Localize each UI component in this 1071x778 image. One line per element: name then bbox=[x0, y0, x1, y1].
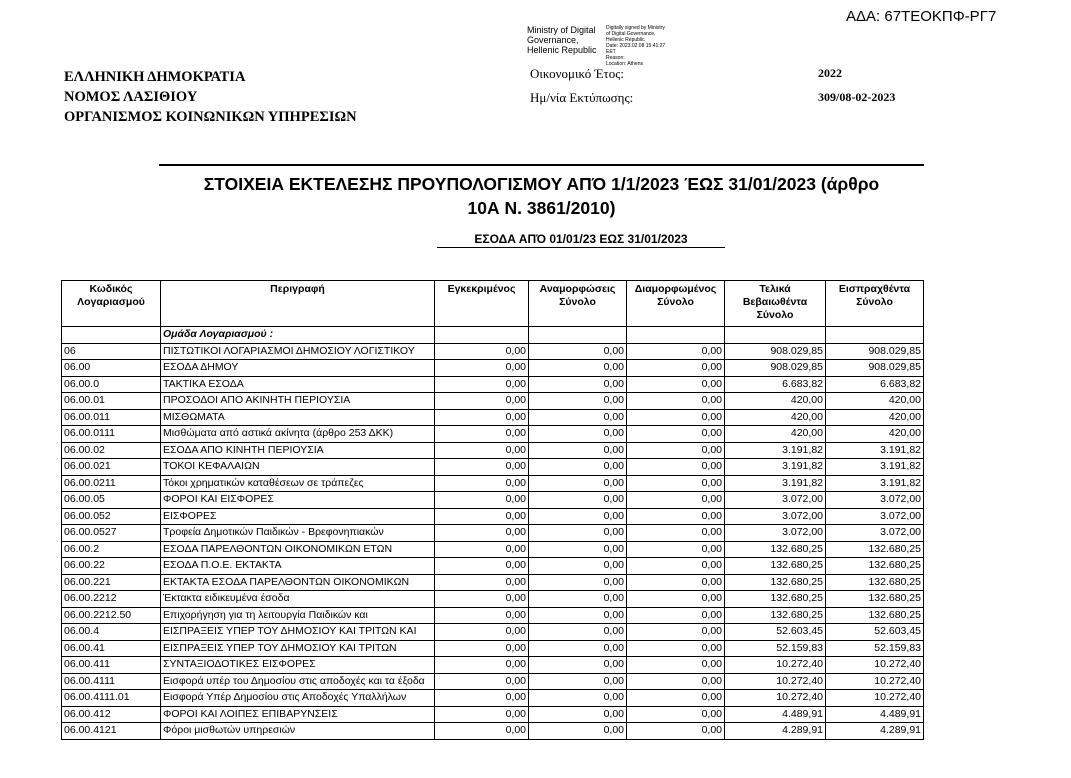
cell-collected: 3.191,82 bbox=[826, 442, 924, 459]
cell-description: ΕΙΣΠΡΑΞΕΙΣ ΥΠΕΡ ΤΟΥ ΔΗΜΟΣΙΟΥ ΚΑΙ ΤΡΙΤΩΝ bbox=[161, 640, 435, 657]
cell-collected: 3.072,00 bbox=[826, 508, 924, 525]
cell-code: 06.00.412 bbox=[62, 706, 161, 723]
org-line-republic: ΕΛΛΗΝΙΚΗ ΔΗΜΟΚΡΑΤΙΑ bbox=[64, 69, 246, 85]
cell-collected: 4.489,91 bbox=[826, 706, 924, 723]
table-row bbox=[62, 442, 924, 459]
cell-certified: 908.029,85 bbox=[725, 343, 826, 360]
cell-adjustments: 0,00 bbox=[529, 574, 627, 591]
cell-formed: 0,00 bbox=[627, 376, 725, 393]
cell-approved: 0,00 bbox=[435, 706, 529, 723]
fiscal-year-value: 2022 bbox=[818, 66, 842, 80]
table-row bbox=[62, 591, 924, 608]
cell-certified: 10.272,40 bbox=[725, 657, 826, 674]
cell-collected: 52.159,83 bbox=[826, 640, 924, 657]
cell-collected: 3.072,00 bbox=[826, 492, 924, 509]
cell-certified: 3.191,82 bbox=[725, 442, 826, 459]
cell-description: ΕΣΟΔΑ ΠΑΡΕΛΘΟΝΤΩΝ ΟΙΚΟΝΟΜΙΚΩΝ ΕΤΩΝ bbox=[161, 541, 435, 558]
cell-approved: 0,00 bbox=[435, 607, 529, 624]
header-adjustments: Αναμορφώσεις Σύνολο bbox=[529, 281, 627, 327]
cell-adjustments: 0,00 bbox=[529, 558, 627, 575]
signature-issuer-line: Ministry of Digital bbox=[527, 25, 596, 35]
cell-formed: 0,00 bbox=[627, 459, 725, 476]
cell-approved: 0,00 bbox=[435, 393, 529, 410]
cell-description: Επιχορήγηση για τη λειτουργία Παιδικών και bbox=[161, 607, 435, 624]
cell-formed: 0,00 bbox=[627, 442, 725, 459]
revenue-table bbox=[61, 280, 924, 740]
signature-detail-line: of Digital Governance, bbox=[606, 31, 656, 37]
cell-collected: 10.272,40 bbox=[826, 690, 924, 707]
cell-description: ΕΣΟΔΑ ΔΗΜΟΥ bbox=[161, 360, 435, 377]
cell-code: 06.00.0111 bbox=[62, 426, 161, 443]
cell-formed: 0,00 bbox=[627, 541, 725, 558]
cell-code: 06.00.2 bbox=[62, 541, 161, 558]
cell-description: ΦΟΡΟΙ ΚΑΙ ΕΙΣΦΟΡΕΣ bbox=[161, 492, 435, 509]
report-title-line: 10Α Ν. 3861/2010) bbox=[467, 198, 616, 218]
cell-certified: 420,00 bbox=[725, 393, 826, 410]
cell-formed: 0,00 bbox=[627, 706, 725, 723]
ada-code: ΑΔΑ: 67ΤΕΟΚΠΦ-ΡΓ7 bbox=[846, 8, 997, 25]
cell-code: 06.00.011 bbox=[62, 409, 161, 426]
cell-adjustments: 0,00 bbox=[529, 492, 627, 509]
org-line-organization: ΟΡΓΑΝΙΣΜΟΣ ΚΟΙΝΩΝΙΚΩΝ ΥΠΗΡΕΣΙΩΝ bbox=[64, 109, 357, 125]
cell-certified: 10.272,40 bbox=[725, 673, 826, 690]
table-row bbox=[62, 459, 924, 476]
cell-certified: 132.680,25 bbox=[725, 607, 826, 624]
cell-approved: 0,00 bbox=[435, 442, 529, 459]
cell-formed: 0,00 bbox=[627, 492, 725, 509]
cell-certified: 3.191,82 bbox=[725, 459, 826, 476]
cell-description: ΕΙΣΦΟΡΕΣ bbox=[161, 508, 435, 525]
table-row bbox=[62, 640, 924, 657]
cell-description: Τόκοι χρηματικών καταθέσεων σε τράπεζες bbox=[161, 475, 435, 492]
cell-adjustments: 0,00 bbox=[529, 591, 627, 608]
cell-formed: 0,00 bbox=[627, 574, 725, 591]
cell-description: ΠΡΟΣΟΔΟΙ ΑΠΟ ΑΚΙΝΗΤΗ ΠΕΡΙΟΥΣΙΑ bbox=[161, 393, 435, 410]
header-code: Κωδικός Λογαριασμού bbox=[62, 281, 161, 327]
title-rule bbox=[159, 164, 924, 166]
header-approved: Εγκεκριμένος bbox=[435, 281, 529, 327]
cell-approved: 0,00 bbox=[435, 343, 529, 360]
cell-approved: 0,00 bbox=[435, 624, 529, 641]
cell-collected: 420,00 bbox=[826, 409, 924, 426]
cell-code: 06.00.0211 bbox=[62, 475, 161, 492]
cell-certified: 132.680,25 bbox=[725, 591, 826, 608]
cell-description: ΕΚΤΑΚΤΑ ΕΣΟΔΑ ΠΑΡΕΛΘΟΝΤΩΝ ΟΙΚΟΝΟΜΙΚΩΝ bbox=[161, 574, 435, 591]
signature-issuer-line: Hellenic Republic bbox=[527, 45, 597, 55]
cell-formed: 0,00 bbox=[627, 657, 725, 674]
cell-collected: 420,00 bbox=[826, 393, 924, 410]
signature-detail-line: Location: Athens bbox=[606, 61, 643, 67]
signature-issuer bbox=[527, 25, 607, 55]
cell-approved: 0,00 bbox=[435, 723, 529, 740]
cell-certified: 908.029,85 bbox=[725, 360, 826, 377]
cell-code: 06.00.0 bbox=[62, 376, 161, 393]
cell-code: 06.00.0527 bbox=[62, 525, 161, 542]
cell-adjustments: 0,00 bbox=[529, 376, 627, 393]
table-row bbox=[62, 657, 924, 674]
cell-collected: 420,00 bbox=[826, 426, 924, 443]
cell-code: 06.00.2212.50 bbox=[62, 607, 161, 624]
cell-collected: 132.680,25 bbox=[826, 607, 924, 624]
cell-adjustments: 0,00 bbox=[529, 723, 627, 740]
cell-code: 06.00.01 bbox=[62, 393, 161, 410]
table-row bbox=[62, 706, 924, 723]
cell-adjustments: 0,00 bbox=[529, 360, 627, 377]
cell-adjustments: 0,00 bbox=[529, 673, 627, 690]
header-collected: Εισπραχθέντα Σύνολο bbox=[826, 281, 924, 327]
cell-adjustments: 0,00 bbox=[529, 508, 627, 525]
cell-description: Φόροι μισθωτών υπηρεσιών bbox=[161, 723, 435, 740]
cell-collected: 3.191,82 bbox=[826, 475, 924, 492]
table-row bbox=[62, 475, 924, 492]
cell-formed: 0,00 bbox=[627, 624, 725, 641]
cell-collected: 10.272,40 bbox=[826, 673, 924, 690]
cell-code: 06.00 bbox=[62, 360, 161, 377]
cell-code: 06.00.4121 bbox=[62, 723, 161, 740]
cell-certified: 132.680,25 bbox=[725, 574, 826, 591]
cell-description: Μισθώματα από αστικά ακίνητα (άρθρο 253 ΔΚΚ) bbox=[161, 426, 435, 443]
cell-description: Έκτακτα ειδικευμένα έσοδα bbox=[161, 591, 435, 608]
cell-formed: 0,00 bbox=[627, 475, 725, 492]
cell-approved: 0,00 bbox=[435, 508, 529, 525]
table-row bbox=[62, 393, 924, 410]
cell-certified: 4.489,91 bbox=[725, 706, 826, 723]
signature-details bbox=[606, 25, 701, 67]
cell-certified: 132.680,25 bbox=[725, 558, 826, 575]
cell-collected: 10.272,40 bbox=[826, 657, 924, 674]
cell-collected: 908.029,85 bbox=[826, 343, 924, 360]
cell-certified: 4.289,91 bbox=[725, 723, 826, 740]
table-row bbox=[62, 492, 924, 509]
print-date-value: 309/08-02-2023 bbox=[818, 90, 896, 104]
table-row bbox=[62, 690, 924, 707]
cell-formed: 0,00 bbox=[627, 723, 725, 740]
header-description: Περιγραφή bbox=[161, 281, 435, 327]
cell-approved: 0,00 bbox=[435, 459, 529, 476]
table-row bbox=[62, 574, 924, 591]
cell-description: ΜΙΣΘΩΜΑΤΑ bbox=[161, 409, 435, 426]
cell-certified: 420,00 bbox=[725, 409, 826, 426]
table-row bbox=[62, 541, 924, 558]
table-row bbox=[62, 723, 924, 740]
cell-code: 06.00.02 bbox=[62, 442, 161, 459]
cell-adjustments: 0,00 bbox=[529, 409, 627, 426]
cell-code: 06.00.41 bbox=[62, 640, 161, 657]
cell-code: 06.00.2212 bbox=[62, 591, 161, 608]
table-row bbox=[62, 558, 924, 575]
cell-code: 06 bbox=[62, 343, 161, 360]
table-row bbox=[62, 607, 924, 624]
cell-certified: 52.603,45 bbox=[725, 624, 826, 641]
cell-certified: 10.272,40 bbox=[725, 690, 826, 707]
cell-description: Εισφορά Υπέρ Δημοσίου στις Αποδοχές Υπαλλήλων bbox=[161, 690, 435, 707]
cell-collected: 132.680,25 bbox=[826, 558, 924, 575]
table-row bbox=[62, 673, 924, 690]
signature-issuer-line: Governance, bbox=[527, 35, 579, 45]
cell-approved: 0,00 bbox=[435, 525, 529, 542]
cell-collected: 52.603,45 bbox=[826, 624, 924, 641]
cell-approved: 0,00 bbox=[435, 591, 529, 608]
table-row bbox=[62, 426, 924, 443]
cell-description: ΣΥΝΤΑΞΙΟΔΟΤΙΚΕΣ ΕΙΣΦΟΡΕΣ bbox=[161, 657, 435, 674]
cell-code: 06.00.021 bbox=[62, 459, 161, 476]
cell-collected: 3.191,82 bbox=[826, 459, 924, 476]
cell-adjustments: 0,00 bbox=[529, 640, 627, 657]
cell-certified: 3.191,82 bbox=[725, 475, 826, 492]
cell-approved: 0,00 bbox=[435, 657, 529, 674]
cell-description: ΤΑΚΤΙΚΑ ΕΣΟΔΑ bbox=[161, 376, 435, 393]
report-subtitle: ΕΣΟΔΑ ΑΠΌ 01/01/23 ΕΩΣ 31/01/2023 bbox=[437, 232, 725, 248]
cell-description: ΦΟΡΟΙ ΚΑΙ ΛΟΙΠΕΣ ΕΠΙΒΑΡΥΝΣΕΙΣ bbox=[161, 706, 435, 723]
cell-adjustments: 0,00 bbox=[529, 607, 627, 624]
signature-detail-line: Digitally signed by Ministry bbox=[606, 25, 665, 31]
cell-approved: 0,00 bbox=[435, 673, 529, 690]
cell-description: Τροφεία Δημοτικών Παιδικών - Βρεφονηπιακών bbox=[161, 525, 435, 542]
cell-formed: 0,00 bbox=[627, 343, 725, 360]
cell-formed: 0,00 bbox=[627, 640, 725, 657]
cell-description: ΤΟΚΟΙ ΚΕΦΑΛΑΙΩΝ bbox=[161, 459, 435, 476]
signature-detail-line: Date: 2023.02.08 15:41:27 bbox=[606, 43, 666, 49]
cell-certified: 3.072,00 bbox=[725, 525, 826, 542]
cell-approved: 0,00 bbox=[435, 690, 529, 707]
cell-approved: 0,00 bbox=[435, 640, 529, 657]
header-certified: Τελικά Βεβαιωθέντα Σύνολο bbox=[725, 281, 826, 327]
cell-collected: 908.029,85 bbox=[826, 360, 924, 377]
table-row bbox=[62, 525, 924, 542]
cell-collected: 6.683,82 bbox=[826, 376, 924, 393]
cell-adjustments: 0,00 bbox=[529, 541, 627, 558]
cell-adjustments: 0,00 bbox=[529, 475, 627, 492]
account-group-row bbox=[62, 327, 924, 344]
cell-formed: 0,00 bbox=[627, 591, 725, 608]
cell-code: 06.00.4 bbox=[62, 624, 161, 641]
organization-header bbox=[64, 67, 357, 127]
cell-adjustments: 0,00 bbox=[529, 624, 627, 641]
cell-approved: 0,00 bbox=[435, 426, 529, 443]
cell-adjustments: 0,00 bbox=[529, 706, 627, 723]
table-row bbox=[62, 409, 924, 426]
signature-detail-line: Hellenic Republic bbox=[606, 37, 645, 43]
table-row bbox=[62, 360, 924, 377]
cell-approved: 0,00 bbox=[435, 541, 529, 558]
cell-certified: 3.072,00 bbox=[725, 508, 826, 525]
cell-collected: 132.680,25 bbox=[826, 574, 924, 591]
cell-formed: 0,00 bbox=[627, 607, 725, 624]
cell-adjustments: 0,00 bbox=[529, 442, 627, 459]
cell-collected: 4.289,91 bbox=[826, 723, 924, 740]
signature-detail-line: Reason: bbox=[606, 55, 625, 61]
cell-formed: 0,00 bbox=[627, 426, 725, 443]
cell-approved: 0,00 bbox=[435, 492, 529, 509]
cell-approved: 0,00 bbox=[435, 360, 529, 377]
cell-formed: 0,00 bbox=[627, 690, 725, 707]
report-title bbox=[159, 172, 924, 220]
cell-adjustments: 0,00 bbox=[529, 343, 627, 360]
cell-code: 06.00.4111 bbox=[62, 673, 161, 690]
header-formed: Διαμορφωμένος Σύνολο bbox=[627, 281, 725, 327]
cell-adjustments: 0,00 bbox=[529, 525, 627, 542]
cell-code: 06.00.411 bbox=[62, 657, 161, 674]
cell-certified: 3.072,00 bbox=[725, 492, 826, 509]
cell-formed: 0,00 bbox=[627, 508, 725, 525]
cell-certified: 420,00 bbox=[725, 426, 826, 443]
cell-description: ΠΙΣΤΩΤΙΚΟΙ ΛΟΓΑΡΙΑΣΜΟΙ ΔΗΜΟΣΙΟΥ ΛΟΓΙΣΤΙΚΟΥ bbox=[161, 343, 435, 360]
cell-formed: 0,00 bbox=[627, 525, 725, 542]
cell-collected: 132.680,25 bbox=[826, 591, 924, 608]
org-line-prefecture: ΝΟΜΟΣ ΛΑΣΙΘΙΟΥ bbox=[64, 89, 198, 105]
cell-approved: 0,00 bbox=[435, 475, 529, 492]
cell-collected: 132.680,25 bbox=[826, 541, 924, 558]
table-row bbox=[62, 376, 924, 393]
table-row bbox=[62, 343, 924, 360]
cell-adjustments: 0,00 bbox=[529, 657, 627, 674]
cell-formed: 0,00 bbox=[627, 558, 725, 575]
cell-adjustments: 0,00 bbox=[529, 459, 627, 476]
cell-approved: 0,00 bbox=[435, 558, 529, 575]
cell-adjustments: 0,00 bbox=[529, 426, 627, 443]
cell-formed: 0,00 bbox=[627, 673, 725, 690]
cell-description: ΕΣΟΔΑ Π.Ο.Ε. ΕΚΤΑΚΤΑ bbox=[161, 558, 435, 575]
cell-adjustments: 0,00 bbox=[529, 393, 627, 410]
cell-formed: 0,00 bbox=[627, 393, 725, 410]
cell-code: 06.00.052 bbox=[62, 508, 161, 525]
cell-approved: 0,00 bbox=[435, 376, 529, 393]
table-row bbox=[62, 508, 924, 525]
fiscal-year-label: Οικονομικό Έτος: bbox=[530, 66, 625, 81]
cell-code: 06.00.22 bbox=[62, 558, 161, 575]
cell-description: ΕΙΣΠΡΑΞΕΙΣ ΥΠΕΡ ΤΟΥ ΔΗΜΟΣΙΟΥ ΚΑΙ ΤΡΙΤΩΝ ΚΑΙ bbox=[161, 624, 435, 641]
print-date-label: Ημ/νία Εκτύπωσης: bbox=[530, 90, 634, 105]
cell-collected: 3.072,00 bbox=[826, 525, 924, 542]
report-title-line: ΣΤΟΙΧΕΙΑ ΕΚΤΕΛΕΣΗΣ ΠΡΟΥΠΟΛΟΓΙΣΜΟΥ ΑΠΌ 1/1/2023 ΈΩΣ 31/01/2023 (άρθρο bbox=[203, 174, 880, 194]
cell-certified: 52.159,83 bbox=[725, 640, 826, 657]
account-group-label: Ομάδα Λογαριασμού : bbox=[161, 327, 435, 344]
cell-approved: 0,00 bbox=[435, 409, 529, 426]
cell-certified: 132.680,25 bbox=[725, 541, 826, 558]
cell-certified: 6.683,82 bbox=[725, 376, 826, 393]
cell-formed: 0,00 bbox=[627, 409, 725, 426]
cell-approved: 0,00 bbox=[435, 574, 529, 591]
table-row bbox=[62, 624, 924, 641]
cell-adjustments: 0,00 bbox=[529, 690, 627, 707]
signature-detail-line: EET bbox=[606, 49, 616, 55]
table-header-row bbox=[62, 281, 924, 327]
cell-code: 06.00.4111.01 bbox=[62, 690, 161, 707]
cell-code: 06.00.05 bbox=[62, 492, 161, 509]
cell-formed: 0,00 bbox=[627, 360, 725, 377]
cell-description: Εισφορά υπέρ του Δημοσίου στις αποδοχές και τα έξοδα bbox=[161, 673, 435, 690]
cell-description: ΕΣΟΔΑ ΑΠΟ ΚΙΝΗΤΗ ΠΕΡΙΟΥΣΙΑ bbox=[161, 442, 435, 459]
cell-code: 06.00.221 bbox=[62, 574, 161, 591]
